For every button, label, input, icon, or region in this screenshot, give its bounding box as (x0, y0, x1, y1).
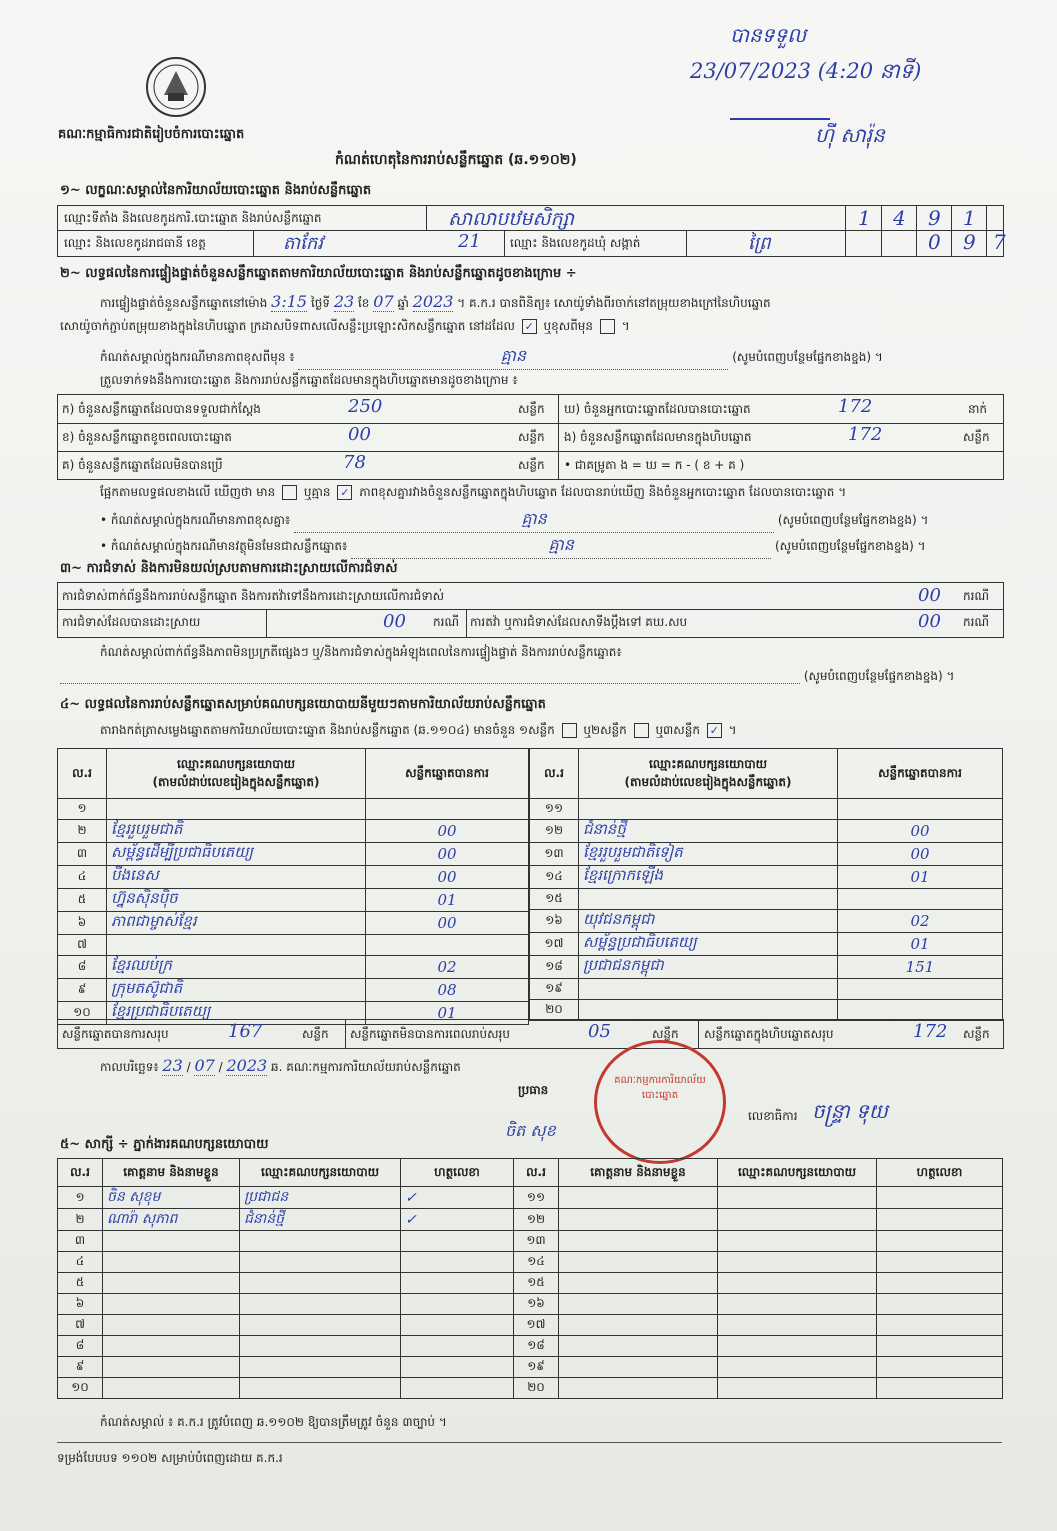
result-no: ១០ (58, 1002, 107, 1025)
count-a-value: 250 (348, 396, 383, 417)
unchanged-checkbox[interactable]: ✓ (522, 319, 537, 334)
result-party: ប្រជាជនកម្ពុជា (579, 956, 838, 979)
witness-cell (559, 1315, 718, 1336)
result-no: ១៣ (530, 843, 579, 866)
result-row (530, 1000, 1003, 1021)
result-votes: 151 (838, 956, 1003, 979)
count-c-unit: សន្លឹក (518, 458, 545, 472)
received-date: 23/07/2023 (4:20 នាទី) (690, 59, 922, 83)
s2-count-table (57, 394, 1004, 480)
sheets-3-checkbox[interactable]: ✓ (707, 723, 722, 738)
witness-cell (877, 1315, 1003, 1336)
s4-heading: ៤~ លទ្ធផលនៃការរាប់សន្លឹកឆ្នោតសម្រាប់គណបក្សនយោបាយនីមួយៗតាមការិយាល័យរាប់សន្លឹកឆ្នោត (60, 697, 546, 712)
count-month: 07 (373, 292, 394, 311)
result-row (58, 799, 529, 820)
witness-cell: ១៣ (514, 1231, 559, 1252)
count-c-value: 78 (343, 452, 366, 473)
witness-cell (718, 1187, 877, 1209)
witness-cell: ១៩ (514, 1357, 559, 1378)
witness-cell: ជំនាន់ថ្មី (240, 1209, 401, 1231)
nec-logo (140, 55, 212, 121)
col-votes: សន្លឹកឆ្នោតបានការ (366, 749, 529, 799)
changed-checkbox[interactable] (600, 319, 615, 334)
witness-cell: ១៤ (514, 1252, 559, 1273)
count-formula: • ជាគម្រូតា ង = ឃ = ក - ( ខ + គ ) (564, 458, 745, 472)
result-votes (838, 799, 1003, 820)
result-no: ១២ (530, 820, 579, 843)
result-row (58, 979, 529, 1002)
result-votes: 01 (366, 1002, 529, 1025)
witness-cell (103, 1273, 240, 1294)
result-party: ខ្មែររួបរួមជាតិ (107, 820, 366, 843)
witness-cell (877, 1252, 1003, 1273)
result-no: ១៨ (530, 956, 579, 979)
result-row (58, 843, 529, 866)
s2-line2: សោយ៉ូចាក់ភ្ជាប់តម្រុយខាងក្នុងនៃហិបឆ្នោត ក្រដាសបិទពាសលើសន្លឹះប្រឡោះសិកសន្លឹកឆ្នោត នៅដដែល ✓ ឬខុសពីមុន ។ (60, 319, 630, 333)
count-b-value: 00 (348, 424, 371, 445)
result-no: ១១ (530, 799, 579, 820)
province-code: 21 (458, 231, 481, 252)
secretary-label: លេខាធិការ (748, 1109, 798, 1123)
result-row (58, 866, 529, 889)
total-box: 172 (913, 1021, 948, 1042)
commune-digit-1: 0 (928, 230, 941, 254)
witness-cell: ៦ (58, 1294, 103, 1315)
witness-cell: ១១ (514, 1187, 559, 1209)
result-votes (838, 889, 1003, 910)
diff-no-checkbox[interactable]: ✓ (337, 485, 352, 500)
s1-table (57, 205, 1004, 257)
result-votes: 01 (838, 933, 1003, 956)
result-votes: 02 (366, 956, 529, 979)
s3-heading: ៣~ ការជំទាស់ និងការមិនយល់ស្របតាមការដោះស្រាយលើការជំទាស់ (60, 561, 398, 576)
col-party: ឈ្មោះគណបក្សនយោបាយ (តាមលំដាប់លេខរៀងក្នុងសន្លឹកឆ្នោត) (107, 749, 366, 799)
witness-cell (401, 1252, 514, 1273)
secretary-name: ចន្ទ្រា ទុយ (812, 1099, 888, 1123)
witness-cell (559, 1252, 718, 1273)
witness-cell: ១០ (58, 1378, 103, 1399)
result-no: ៥ (58, 889, 107, 912)
total-invalid: 05 (588, 1021, 611, 1042)
s2-note3: • កំណត់សម្គាល់ក្នុងករណីមានវត្ថុមិនមែនជាសន្លឹកឆ្នោត៖ គ្មាន (សូមបំពេញបន្ថែមផ្នែកខាងខ្នង) ។ (100, 534, 1000, 559)
result-no: ១៥ (530, 889, 579, 910)
witness-cell (240, 1378, 401, 1399)
witness-cell: ១៦ (514, 1294, 559, 1315)
chief-label: ប្រធាន (518, 1083, 549, 1097)
witness-cell: ២ (58, 1209, 103, 1231)
code-digit-2: 4 (893, 206, 906, 230)
witness-row (58, 1378, 1003, 1399)
official-stamp: គណៈកម្មការការិយាល័យបោះឆ្នោត (594, 1040, 726, 1164)
result-party: សម្ព័ន្ធប្រជាធិបតេយ្យ (579, 933, 838, 956)
witness-cell: ១៧ (514, 1315, 559, 1336)
result-no: ៩ (58, 979, 107, 1002)
witness-cell (877, 1231, 1003, 1252)
s2-line1: ការផ្ទៀងផ្ទាត់ចំនួនសន្លឹកឆ្នោតនៅម៉ោង 3:15 ថ្ងៃទី 23 ខែ 07 ឆ្នាំ 2023 ។ គ.ក.រ បានពិនិត្យ៖ សោយ៉ូទាំងពីរចាក់នៅតម្រុយខាងក្រៅនៃហិបឆ្នោត (100, 292, 771, 311)
w-col-sign: ហត្ថលេខា (877, 1159, 1003, 1187)
result-no: ១៤ (530, 866, 579, 889)
witness-cell (559, 1273, 718, 1294)
count-day: 23 (333, 292, 355, 311)
witness-cell: ណារ៉ា សុភាព (103, 1209, 240, 1231)
witness-cell (103, 1336, 240, 1357)
s2-heading: ២~ លទ្ធផលនៃការផ្ទៀងផ្ទាត់ចំនួនសន្លឹកឆ្នោតតាមការិយាល័យបោះឆ្នោត និងរាប់សន្លឹកឆ្នោតដូចខាងក្រោម ÷ (60, 266, 577, 281)
received-by: ហ៊ី សារ៉ុន (815, 123, 885, 147)
count-c-label: គ) ចំនួនសន្លឹកឆ្នោតដែលមិនបានប្រើ (62, 458, 223, 472)
date-month: 07 (194, 1056, 215, 1075)
result-party (579, 799, 838, 820)
s3-row2b-unit: ករណី (963, 615, 990, 629)
witness-cell (877, 1187, 1003, 1209)
result-row (530, 933, 1003, 956)
count-b-label: ខ) ចំនួនសន្លឹកឆ្នោតខូចពេលបោះឆ្នោត (62, 430, 232, 444)
witness-cell (718, 1231, 877, 1252)
s3-row1-label: ការជំទាស់ពាក់ព័ន្ធនឹងការរាប់សន្លឹកឆ្នោត និងការតវ៉ាទៅនឹងការដោះស្រាយលើការជំទាស់ (62, 589, 445, 603)
result-no: ៨ (58, 956, 107, 979)
date-year: 2023 (226, 1056, 268, 1075)
witness-row (58, 1294, 1003, 1315)
result-votes (366, 799, 529, 820)
witness-cell (240, 1336, 401, 1357)
witness-cell: ៨ (58, 1336, 103, 1357)
witness-cell: ១៥ (514, 1273, 559, 1294)
witness-cell: ១ (58, 1187, 103, 1209)
total-invalid-label: សន្លឹកឆ្នោតមិនបានការពេលរាប់សរុប (350, 1027, 510, 1041)
witness-cell: ៩ (58, 1357, 103, 1378)
result-row (58, 820, 529, 843)
witness-cell (103, 1231, 240, 1252)
witness-cell: ចិន សុខុម (103, 1187, 240, 1209)
witness-cell (718, 1378, 877, 1399)
count-e-label: ង) ចំនួនសន្លឹកឆ្នោតដែលមានក្នុងហិបឆ្នោត (564, 430, 752, 444)
witness-cell (559, 1336, 718, 1357)
witness-cell (718, 1252, 877, 1273)
result-votes: 02 (838, 910, 1003, 933)
count-d-label: ឃ) ចំនួនអ្នកបោះឆ្នោតដែលបានបោះឆ្នោត (564, 402, 751, 416)
witness-cell (718, 1294, 877, 1315)
w-col-name: គោត្តនាម និងនាមខ្លួន (103, 1159, 240, 1187)
witness-cell (240, 1357, 401, 1378)
s3-row1-value: 00 (918, 585, 941, 606)
result-row (58, 889, 529, 912)
count-b-unit: សន្លឹក (518, 430, 545, 444)
code-digit-1: 1 (858, 206, 871, 230)
result-party: ជំនាន់ថ្មី (579, 820, 838, 843)
result-votes: 00 (838, 820, 1003, 843)
total-box-unit: សន្លឹក (963, 1027, 990, 1041)
result-votes (838, 1000, 1003, 1021)
result-party: ហ្វ៊ុនស៊ិនប៉ិច (107, 889, 366, 912)
received-underline (730, 118, 830, 120)
witness-cell (240, 1315, 401, 1336)
total-valid-unit: សន្លឹក (302, 1027, 329, 1041)
result-party (579, 889, 838, 910)
result-party (579, 1000, 838, 1021)
witness-cell (877, 1209, 1003, 1231)
result-party: ក្រុមតស៊ូជាតិ (107, 979, 366, 1002)
province-name: តាកែវ (283, 233, 323, 254)
witness-cell (401, 1231, 514, 1252)
witness-cell (718, 1357, 877, 1378)
witness-cell (877, 1294, 1003, 1315)
witness-cell (401, 1378, 514, 1399)
witness-cell (559, 1187, 718, 1209)
witness-cell: ប្រជាជន (240, 1187, 401, 1209)
witness-cell (401, 1294, 514, 1315)
count-a-unit: សន្លឹក (518, 402, 545, 416)
s2-compare-line: ត្រួលទាក់ទងនឹងការបោះឆ្នោត និងការរាប់សន្លឹកឆ្នោតដែលមានក្នុងហិបឆ្នោតមានដូចខាងក្រោម ៖ (100, 373, 518, 387)
w-col-name: គោត្តនាម និងនាមខ្លួន (559, 1159, 718, 1187)
witness-row (58, 1209, 1003, 1231)
witness-cell: ៥ (58, 1273, 103, 1294)
s3-row2-unit: ករណី (433, 615, 460, 629)
result-row (58, 935, 529, 956)
count-a-label: ក) ចំនួនសន្លឹកឆ្នោតដែលបានទទួលជាក់ស្តែង (62, 402, 261, 416)
total-invalid-unit: សន្លឹក (652, 1027, 679, 1041)
result-votes: 00 (366, 843, 529, 866)
result-votes (366, 935, 529, 956)
result-row (530, 910, 1003, 933)
results-table-right (529, 748, 1003, 1021)
result-party: ខ្មែរក្រោកឡើង (579, 866, 838, 889)
result-no: ២០ (530, 1000, 579, 1021)
witness-cell (718, 1336, 877, 1357)
org-name: គណៈកម្មាធិការជាតិរៀបចំការបោះឆ្នោត (58, 127, 245, 142)
witness-cell: ៧ (58, 1315, 103, 1336)
result-party: ខ្មែរឈប់ក្រ (107, 956, 366, 979)
witness-cell (559, 1357, 718, 1378)
col-no: ល.រ (58, 749, 107, 799)
result-no: ១៩ (530, 979, 579, 1000)
date-day: 23 (162, 1056, 183, 1075)
s1-location: សាលាបឋមសិក្សា (448, 208, 574, 230)
witness-cell (877, 1357, 1003, 1378)
result-party: បីងនេស (107, 866, 366, 889)
count-e-unit: សន្លឹក (963, 430, 990, 444)
results-table-left (57, 748, 529, 1025)
witness-cell: ២០ (514, 1378, 559, 1399)
witness-cell: ១២ (514, 1209, 559, 1231)
form-footer: ទម្រង់បែបបទ ១១០២ សម្រាប់បំពេញដោយ គ.ក.រ (57, 1451, 283, 1465)
result-votes: 08 (366, 979, 529, 1002)
result-row (530, 866, 1003, 889)
s1-row2-label: ឈ្មោះ និងលេខកូដរាជធានី ខេត្ត (64, 236, 206, 250)
witness-cell (103, 1357, 240, 1378)
code-digit-4: 1 (963, 206, 976, 230)
witness-cell (240, 1273, 401, 1294)
count-time: 3:15 (271, 292, 308, 311)
witness-cell (240, 1252, 401, 1273)
s1-commune-label: ឈ្មោះ និងលេខកូដឃុំ សង្កាត់ (510, 236, 641, 250)
count-d-value: 172 (838, 396, 873, 417)
witness-cell (559, 1231, 718, 1252)
witness-cell: ៣ (58, 1231, 103, 1252)
s2-note2: • កំណត់សម្គាល់ក្នុងករណីមានភាពខុសគ្នា៖ គ្មាន (សូមបំពេញបន្ថែមផ្នែកខាងខ្នង) ។ (100, 508, 1000, 533)
s1-heading: ១~ លក្ខណៈសម្គាល់នៃការិយាល័យបោះឆ្នោត និងរាប់សន្លឹកឆ្នោត (60, 183, 372, 198)
result-party: ខ្មែររួបរួមជាតិទៀត (579, 843, 838, 866)
witness-cell (877, 1336, 1003, 1357)
col-votes: សន្លឹកឆ្នោតបានការ (838, 749, 1003, 799)
totals-row (57, 1019, 1004, 1049)
result-no: ២ (58, 820, 107, 843)
witness-cell (559, 1294, 718, 1315)
result-no: ៤ (58, 866, 107, 889)
footnote: កំណត់សម្គាល់ ៖ គ.ក.រ ត្រូវបំពេញ ឆ.១១០២ ឱ្យបានត្រឹមត្រូវ ចំនួន ៣ច្បាប់ ។ (100, 1415, 447, 1429)
result-party: យុវជនកម្ពុជា (579, 910, 838, 933)
date-line: កាលបរិច្ឆេទ៖ 23 / 07 / 2023 ឆ. គណៈកម្មការការិយាល័យរាប់សន្លឹកឆ្នោត (100, 1056, 461, 1075)
witness-cell (559, 1209, 718, 1231)
s3-note: កំណត់សម្គាល់ពាក់ព័ន្ធនឹងភាពមិនប្រក្រតីផ្សេងៗ ឬ/និងការជំទាស់ក្នុងអំឡុងពេលនៃការផ្ទៀងផ្ទាត់ និងការរាប់សន្លឹកឆ្នោត៖ (100, 645, 622, 659)
result-party: ខ្មែរប្រជាធិបតេយ្យ (107, 1002, 366, 1025)
result-row (530, 820, 1003, 843)
witness-row (58, 1315, 1003, 1336)
s3-row2-label: ការជំទាស់ដែលបានដោះស្រាយ (62, 615, 201, 629)
s2-note1: កំណត់សម្គាល់ក្នុងករណីមានភាពខុសពីមុន ៖ គ្មាន (សូមបំពេញបន្ថែមផ្នែកខាងខ្នង) ។ (100, 345, 1000, 370)
w-col-party: ឈ្មោះគណបក្សនយោបាយ (240, 1159, 401, 1187)
witness-cell (718, 1315, 877, 1336)
result-row (58, 956, 529, 979)
s4-subline: តារាងកត់ត្រាសម្លេងឆ្នោតតាមការិយាល័យបោះឆ្នោត និងរាប់សន្លឹកឆ្នោត (ឆ.១១០៤) មានចំនួន ១សន្លឹក ឬ២សន្លឹក ឬ៣សន្លឹក ✓ ។ (100, 723, 737, 737)
count-e-value: 172 (848, 424, 883, 445)
commune-digit-3: 7 (993, 230, 1006, 254)
form-title: កំណត់ហេតុនៃការរាប់សន្លឹកឆ្នោត (ឆ.១១០២) (335, 152, 577, 168)
received-note: បានទទួល (730, 23, 807, 47)
witness-row (58, 1252, 1003, 1273)
result-votes: 01 (366, 889, 529, 912)
result-row (58, 912, 529, 935)
result-row (530, 889, 1003, 910)
witness-row (58, 1187, 1003, 1209)
witness-cell (877, 1378, 1003, 1399)
witness-row (58, 1273, 1003, 1294)
bottom-divider (57, 1442, 1002, 1443)
result-party (107, 935, 366, 956)
result-party: ភាពជាម្ចាស់ខ្មែរ (107, 912, 366, 935)
result-row (530, 956, 1003, 979)
chief-name: ចិត សុខ (505, 1121, 556, 1140)
witness-row (58, 1336, 1003, 1357)
sheets-2-checkbox[interactable] (634, 723, 649, 738)
witness-cell (559, 1378, 718, 1399)
w-col-no: ល.រ (514, 1159, 559, 1187)
total-valid: 167 (228, 1021, 263, 1042)
witness-table (57, 1158, 1003, 1399)
result-party: សម្ព័ន្ធដើម្បីប្រជាធិបតេយ្យ (107, 843, 366, 866)
result-party (579, 979, 838, 1000)
witness-cell (877, 1273, 1003, 1294)
s5-heading: ៥~ សាក្សី ÷ ភ្នាក់ងារគណបក្សនយោបាយ (60, 1137, 269, 1152)
count-year: 2023 (412, 292, 454, 311)
result-no: ៧ (58, 935, 107, 956)
diff-yes-checkbox[interactable] (282, 485, 297, 500)
result-no: ១៦ (530, 910, 579, 933)
result-no: ១៧ (530, 933, 579, 956)
witness-cell: ✓ (401, 1209, 514, 1231)
result-votes: 00 (838, 843, 1003, 866)
w-col-party: ឈ្មោះគណបក្សនយោបាយ (718, 1159, 877, 1187)
witness-cell: ៤ (58, 1252, 103, 1273)
witness-cell (718, 1209, 877, 1231)
witness-cell (240, 1231, 401, 1252)
note3-value: គ្មាន (351, 534, 771, 559)
col-no: ល.រ (530, 749, 579, 799)
result-no: ៦ (58, 912, 107, 935)
witness-cell (401, 1336, 514, 1357)
witness-row (58, 1231, 1003, 1252)
result-votes: 00 (366, 820, 529, 843)
s3-row2-value: 00 (383, 611, 406, 632)
witness-cell (103, 1252, 240, 1273)
result-no: ១ (58, 799, 107, 820)
witness-cell (718, 1273, 877, 1294)
sheets-1-checkbox[interactable] (562, 723, 577, 738)
s3-row2b-label: ការតវ៉ា ឬការជំទាស់ដែលសាទីងប្តឹងទៅ គឃ.សប (470, 615, 688, 629)
witness-cell: ១៨ (514, 1336, 559, 1357)
witness-row (58, 1357, 1003, 1378)
result-votes: 00 (366, 866, 529, 889)
witness-cell: ✓ (401, 1187, 514, 1209)
note2-value: គ្មាន (294, 508, 774, 533)
s2-diff-line: ផ្អែកតាមលទ្ធផលខាងលើ ឃើញថា មាន ឬគ្មាន ✓ ភាពខុសគ្នារវាងចំនួនសន្លឹកឆ្នោតក្នុងហិបឆ្នោត ដែលបានរាប់ឃើញ និងចំនួនអ្នកបោះឆ្នោត ដែលបានបោះឆ្នោត ។ (100, 485, 847, 499)
w-col-sign: ហត្ថលេខា (401, 1159, 514, 1187)
result-row (530, 979, 1003, 1000)
result-votes: 00 (366, 912, 529, 935)
w-col-no: ល.រ (58, 1159, 103, 1187)
result-no: ៣ (58, 843, 107, 866)
total-valid-label: សន្លឹកឆ្នោតបានការសរុប (62, 1027, 169, 1041)
s3-table (57, 582, 1004, 638)
count-d-unit: នាក់ (968, 402, 988, 416)
result-row (530, 799, 1003, 820)
result-party (107, 799, 366, 820)
s3-row1-unit: ករណី (963, 589, 990, 603)
witness-cell (240, 1294, 401, 1315)
witness-cell (401, 1357, 514, 1378)
code-digit-3: 9 (928, 206, 941, 230)
witness-cell (401, 1315, 514, 1336)
result-votes: 01 (838, 866, 1003, 889)
result-votes (838, 979, 1003, 1000)
result-row (530, 843, 1003, 866)
witness-cell (103, 1315, 240, 1336)
s1-row1-label: ឈ្មោះទីតាំង និងលេខកូដការិ.បោះឆ្នោត និងរាប់សន្លឹកឆ្នោត (64, 211, 322, 225)
commune-digit-2: 9 (963, 230, 976, 254)
witness-cell (103, 1378, 240, 1399)
s3-note-line: (សូមបំពេញបន្ថែមផ្នែកខាងខ្នង) ។ (60, 668, 1000, 686)
s3-row2b-value: 00 (918, 611, 941, 632)
commune-name: ព្រៃ (748, 233, 771, 254)
col-party: ឈ្មោះគណបក្សនយោបាយ (តាមលំដាប់លេខរៀងក្នុងសន្លឹកឆ្នោត) (579, 749, 838, 799)
witness-cell (401, 1273, 514, 1294)
note1-value: គ្មាន (298, 345, 728, 370)
witness-cell (103, 1294, 240, 1315)
total-box-label: សន្លឹកឆ្នោតក្នុងហិបឆ្នោតសរុប (704, 1027, 834, 1041)
